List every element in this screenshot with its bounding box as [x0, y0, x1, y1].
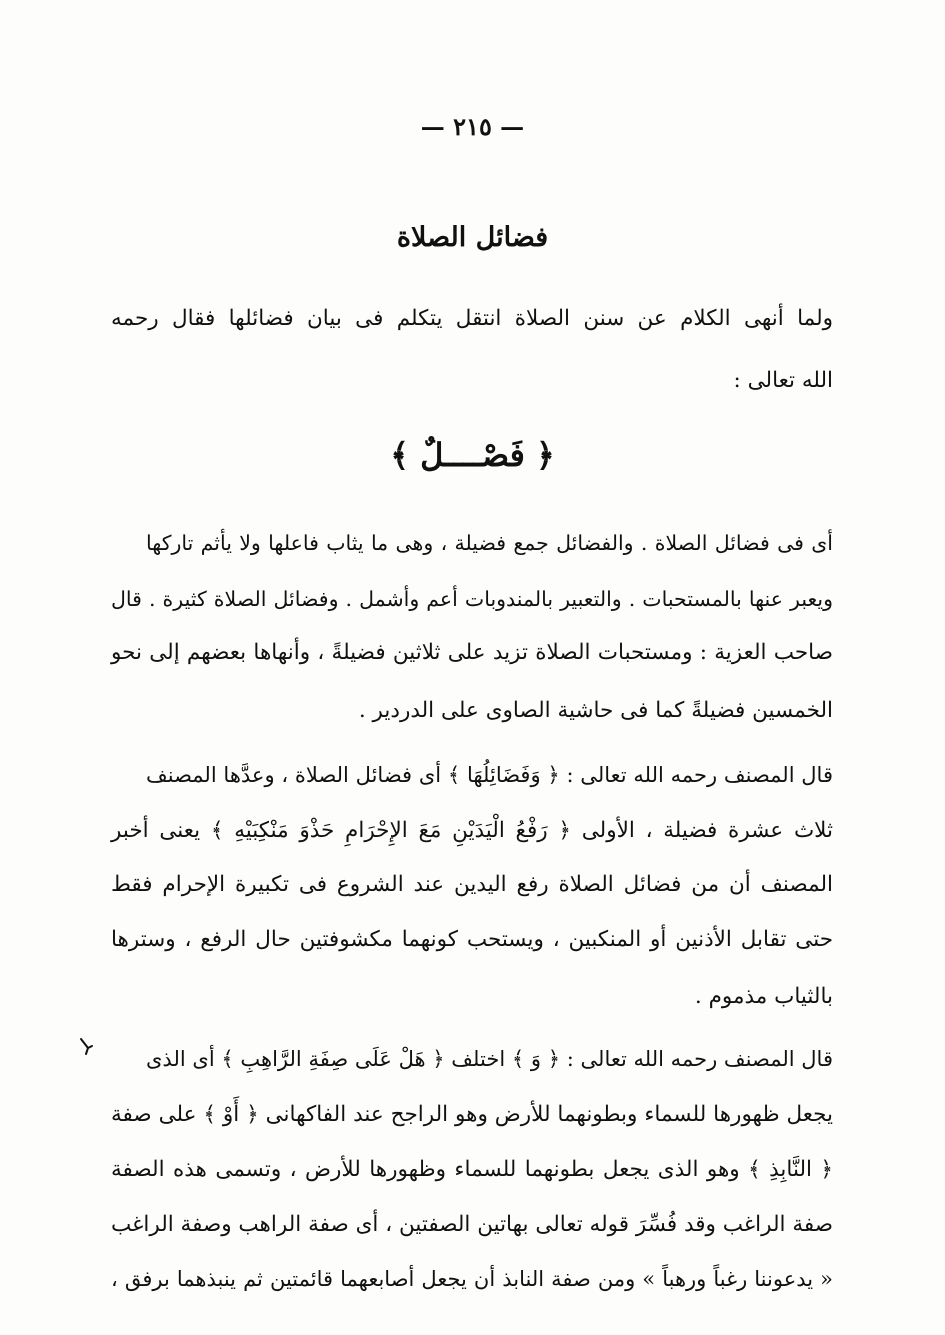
para3-line-1: قال المصنف رحمه الله تعالى : ﴿ وَ ﴾ اختلف ﴿ هَلْ عَلَى صِفَةِ الرَّاهِبِ ﴾ أى الذى: [146, 1047, 833, 1071]
fasl-heading: ﴿ فَصْــــلٌ ﴾: [390, 436, 555, 474]
para2-line-2: ثلاث عشرة فضيلة ، الأولى ﴿ رَفْعُ الْيَدَيْنِ مَعَ الإِحْرَامِ حَذْوَ مَنْكِبَيْهِ ﴾ يعنى أخبر: [111, 818, 833, 843]
section-title: فضائل الصلاة: [396, 222, 549, 253]
para1-line-1: أى فى فضائل الصلاة . والفضائل جمع فضيلة ، وهى ما يثاب فاعلها ولا يأثم تاركها: [146, 531, 833, 555]
intro-line-2: الله تعالى :: [733, 368, 833, 393]
para3-line-5: « يدعوننا رغباً ورهباً » ومن صفة النابذ أن يجعل أصابعهما قائمتين ثم ينبذهما برفق ،: [111, 1267, 833, 1291]
para3-line-2: يجعل ظهورها للسماء وبطونهما للأرض وهو الراجح عند الفاكهانى ﴿ أَوْ ﴾ على صفة: [111, 1102, 833, 1127]
para3-line-3: ﴿ النَّابِذِ ﴾ وهو الذى يجعل بطونهما للسماء وظهورها للأرض ، وتسمى هذه الصفة: [111, 1157, 833, 1182]
para1-line-3: صاحب العزية : ومستحبات الصلاة تزيد على ثلاثين فضيلةً ، وأنهاها بعضهم إلى نحو: [111, 640, 833, 665]
para2-line-4: حتى تقابل الأذنين أو المنكبين ، ويستحب كونهما مكشوفتين حال الرفع ، وسترها: [111, 927, 833, 952]
para2-line-1: قال المصنف رحمه الله تعالى : ﴿ وَفَضَائِلُهَا ﴾ أى فضائل الصلاة ، وعدَّها المصنف: [146, 763, 833, 787]
intro-line-1: ولما أنهى الكلام عن سنن الصلاة انتقل يتكلم فى بيان فضائلها فقال رحمه: [111, 306, 833, 331]
para1-line-4: الخمسين فضيلةً كما فى حاشية الصاوى على الدردير .: [358, 698, 833, 723]
para1-line-2: ويعبر عنها بالمستحبات . والتعبير بالمندوبات أعم وأشمل . وفضائل الصلاة كثيرة . قال: [111, 587, 833, 611]
page-number: — ٢١٥ —: [420, 112, 525, 141]
para2-line-3: المصنف أن من فضائل الصلاة رفع اليدين عند الشروع فى تكبيرة الإحرام فقط: [111, 872, 833, 897]
para2-line-5: بالثياب مذموم .: [694, 984, 833, 1009]
para3-line-4: صفة الراغب وقد فُسِّرَ قوله تعالى بهاتين الصفتين ، أى صفة الراهب وصفة الراغب: [111, 1212, 833, 1237]
margin-mark-icon: [78, 1036, 94, 1058]
